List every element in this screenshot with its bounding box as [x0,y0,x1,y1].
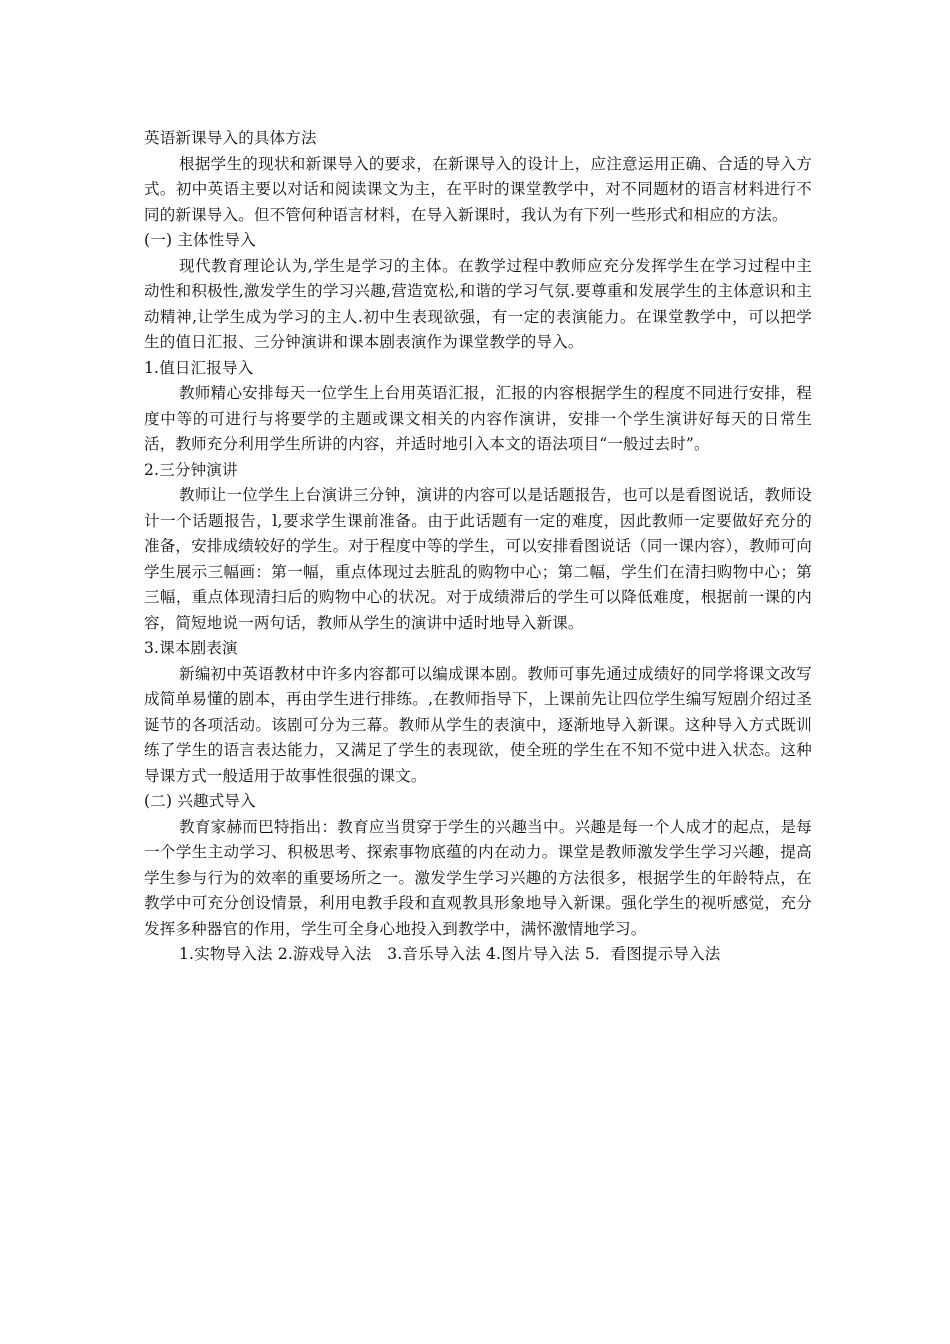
subsection2-heading: 2.三分钟演讲 [144,460,238,479]
section2-heading: (二) 兴趣式导入 [144,792,256,810]
subsection2-body: 教师让一位学生上台演讲三分钟，演讲的内容可以是话题报告，也可以是看图说话，教师设计一个话题报告，l,要求学生课前准备。由于此话题有一定的难度，因此教师一定要做好充分的准备，安排成绩较好的学生。对于程度中等的学生，可以安排看图说话（同一课内容），教师可向学生展示三幅画：第一幅，重点体现过去脏乱的购物中心；第二幅，学生们在清扫购物中心；第三幅，重点体现清扫后的购物中心的状况。对于成绩滞后的学生可以降低难度，根据前一课的内容，简短地说一两句话，教师从学生的演讲中适时地导入新课。 [144,486,812,632]
subsection1-body: 教师精心安排每天一位学生上台用英语汇报，汇报的内容根据学生的程度不同进行安排，程度中等的可进行与将要学的主题或课文相关的内容作演讲，安排一个学生演讲好每天的日常生活，教师充分利用学生所讲的内容，并适时地引入本文的语法项目“一般过去时”。 [144,384,812,453]
subsection3-body: 新编初中英语教材中许多内容都可以编成课本剧。教师可事先通过成绩好的同学将课文改写成简单易懂的剧本，再由学生进行排练。,在教师指导下，上课前先让四位学生编写短剧介绍过圣诞节的各项活动。该剧可分为三幕。教师从学生的表演中，逐渐地导入新课。这种导入方式既训练了学生的语言表达能力，又满足了学生的表现欲，使全班的学生在不知不觉中进入状态。这种导课方式一般适用于故事性很强的课文。 [144,664,812,785]
section1-heading: (一) 主体性导入 [144,231,256,249]
section1-body: 现代教育理论认为,学生是学习的主体。在教学过程中教师应充分发挥学生在学习过程中主动性和积极性,激发学生的学习兴趣,营造宽松,和谐的学习气氛.要尊重和发展学生的主体意识和主动精神,让学生成为学习的主人.初中生表现欲强，有一定的表演能力。在课堂教学中，可以把学生的值日汇报、三分钟演讲和课本剧表演作为课堂教学的导入。 [144,256,812,351]
document-page [144,126,812,968]
intro-paragraph: 根据学生的现状和新课导入的要求，在新课导入的设计上，应注意运用正确、合适的导入方式。初中英语主要以对话和阅读课文为主，在平时的课堂教学中，对不同题材的语言材料进行不同的新课导入。但不管何种语言材料，在导入新课时，我认为有下列一些形式和相应的方法。 [144,154,812,224]
document-title: 英语新课导入的具体方法 [144,129,317,147]
section2-methods: 1.实物导入法 2.游戏导入法 3.音乐导入法 4.图片导入法 5．看图提示导入法 [179,945,721,963]
section2-body: 教育家赫而巴特指出：教育应当贯穿于学生的兴趣当中。兴趣是每一个人成才的起点，是每一个学生主动学习、积极思考、探索事物底蕴的内在动力。课堂是教师激发学生学习兴趣，提高学生参与行为的效率的重要场所之一。激发学生学习兴趣的方法很多，根据学生的年龄特点，在教学中可充分创设情景，利用电教手段和直观教具形象地导入新课。强化学生的视听感觉，充分发挥多种器官的作用，学生可全身心地投入到教学中，满怀激情地学习。 [144,817,812,938]
subsection1-heading: 1.值日汇报导入 [144,358,254,377]
subsection3-heading: 3.课本剧表演 [144,639,238,657]
